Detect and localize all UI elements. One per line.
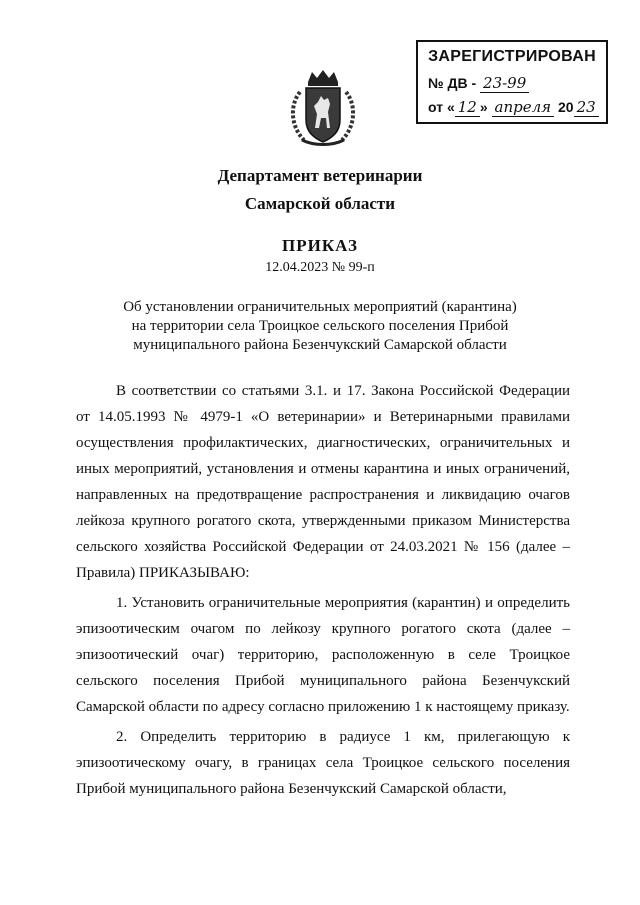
stamp-date-year-prefix: 20 bbox=[558, 99, 574, 115]
department-name-line1: Департамент ветеринарии bbox=[217, 166, 423, 185]
stamp-date-day: 12 bbox=[455, 98, 480, 117]
registration-stamp bbox=[416, 40, 608, 124]
stamp-date-month: апреля bbox=[492, 98, 555, 117]
order-date-number: 12.04.2023 № 99-п bbox=[265, 260, 375, 275]
stamp-date-line bbox=[428, 98, 599, 116]
department-name-line2: Самарской области bbox=[244, 194, 396, 213]
stamp-number-label: № ДВ - bbox=[428, 75, 477, 91]
subject-line-2: на территории села Троицкое сельского поселения Прибой bbox=[131, 318, 509, 334]
order-body bbox=[76, 378, 570, 806]
coat-of-arms-emblem bbox=[286, 68, 360, 148]
body-item-1: 1. Установить ограничительные мероприятия (карантин) и определить эпизоотическим очагом по лейкозу крупного рогатого скота (далее – эпизоотический очаг) территорию, расположенную в селе Троицкое сельского поселения Прибой муниципального района Безенчукский Самарской области по адресу согласно приложению 1 к настоящему приказу. bbox=[76, 595, 570, 715]
stamp-date-year: 23 bbox=[574, 98, 599, 117]
subject-line-1: Об установлении ограничительных мероприятий (карантина) bbox=[123, 299, 517, 315]
stamp-number-line bbox=[428, 74, 529, 92]
body-item-2: 2. Определить территорию в радиусе 1 км, прилегающую к эпизоотическому очагу, в границах села Троицкое сельского поселения Прибой муниципального района Безенчукский Самарской области, bbox=[76, 729, 570, 797]
stamp-number-value: 23-99 bbox=[480, 74, 529, 93]
subject-line-3: муниципального района Безенчукский Самарской области bbox=[133, 337, 507, 353]
stamp-date-mid: » bbox=[479, 99, 488, 115]
stamp-date-prefix: от « bbox=[428, 99, 455, 115]
stamp-title: ЗАРЕГИСТРИРОВАН bbox=[428, 48, 596, 65]
order-subject bbox=[100, 298, 540, 355]
body-intro-paragraph: В соответствии со статьями 3.1. и 17. Закона Российской Федерации от 14.05.1993 № 4979-1 «О ветеринарии» и Ветеринарными правилами осуществления профилактических, диагностических, ограничительных и иных мероприятий, установления и отмены карантина и иных ограничений, направленных на предотвращение распространения и ликвидацию очагов лейкоза крупного рогатого скота, утвержденными приказом Министерства сельского хозяйства Российской Федерации от 24.03.2021 № 156 (далее – Правила) ПРИКАЗЫВАЮ: bbox=[76, 383, 570, 581]
order-title: ПРИКАЗ bbox=[282, 236, 358, 255]
